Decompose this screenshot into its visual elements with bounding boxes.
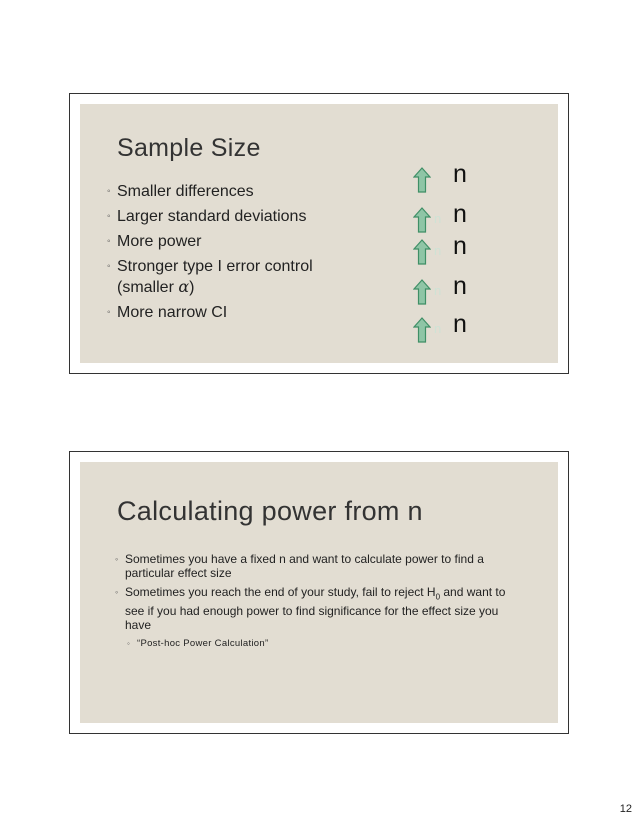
ghost-n: n	[434, 283, 442, 298]
list-item	[115, 585, 515, 632]
bullet-icon: ◦	[115, 587, 119, 597]
page-number: 12	[619, 803, 632, 815]
bullet-list	[115, 552, 515, 656]
list-item: ◦ More power	[107, 233, 202, 250]
up-arrow-icon	[413, 207, 431, 233]
arrow-row	[413, 310, 493, 344]
n-label: n	[453, 200, 467, 228]
bullet-icon: ◦	[107, 186, 111, 197]
list-item-text: Stronger type I error control (smaller α)	[117, 258, 313, 296]
up-arrow-icon	[413, 167, 431, 193]
bullet-icon: ◦	[115, 554, 119, 564]
bullet-icon: ◦	[107, 211, 111, 222]
arrow-row	[413, 200, 493, 234]
list-item: ◦ Sometimes you have a fixed n and want to calculate power to find a particular effect size	[115, 552, 484, 580]
up-arrow-icon	[413, 279, 431, 305]
arrow-row	[413, 272, 493, 306]
arrow-row	[413, 160, 493, 194]
slide-title: Calculating power from n	[117, 496, 423, 526]
list-item	[107, 257, 407, 298]
list-item-text: Sometimes you reach the end of your study, fail to reject $H_0$ and want to see if you had enough power to find significance for the effect size you have	[125, 585, 506, 633]
slide-2	[80, 462, 558, 723]
slide-1	[80, 104, 558, 363]
ghost-n: n	[434, 321, 442, 336]
n-label: n	[453, 272, 467, 300]
list-item: ◦ Larger standard deviations	[107, 208, 307, 225]
bullet-icon: ◦	[127, 639, 131, 649]
up-arrow-icon	[413, 239, 431, 265]
list-item: ◦ Smaller differences	[107, 183, 254, 200]
up-arrow-icon	[413, 317, 431, 343]
alpha-symbol: α	[178, 277, 190, 296]
ghost-n: n	[434, 243, 442, 258]
bullet-icon: ◦	[107, 261, 111, 272]
ghost-n: n	[434, 211, 442, 226]
bullet-list	[107, 182, 407, 328]
bullet-icon: ◦	[107, 236, 111, 247]
slide-title: Sample Size	[117, 134, 261, 162]
bullet-icon: ◦	[107, 307, 111, 318]
n-label: n	[453, 310, 467, 338]
n-label: n	[453, 232, 467, 260]
n-label: n	[453, 160, 467, 188]
list-item: ◦ More narrow CI	[107, 304, 228, 321]
slide-frame-1	[69, 93, 569, 374]
slide-frame-2	[69, 451, 569, 734]
sub-list-item: ◦ “Post-hoc Power Calculation”	[127, 638, 269, 650]
arrow-row	[413, 232, 493, 266]
